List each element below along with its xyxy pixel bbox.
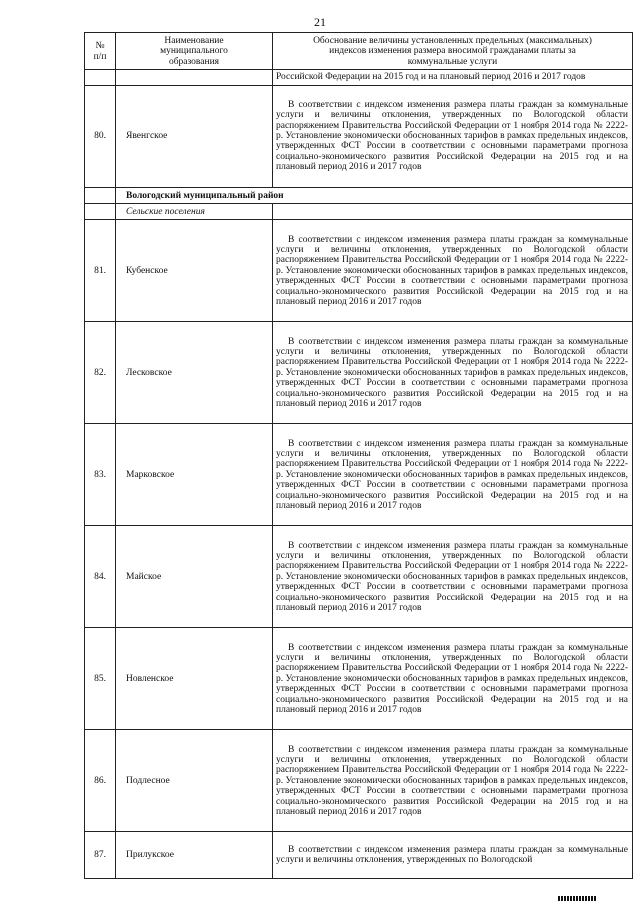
subsection-number-cell bbox=[85, 204, 116, 220]
row-name-cell bbox=[116, 70, 273, 85]
row-number: 84. bbox=[85, 526, 116, 628]
table-row bbox=[85, 322, 633, 424]
row-justification: В соответствии с индексом изменения размера платы граждан за коммунальные услуги и величины отклонения, утвержденных по Вологодской области распоряжением Правительства Российской Федерации от 1 ноября 2014 года № 2222-р. Установление экономически обоснованных тарифов в рамках предельных индексов, утвержденных ФСТ России в соответствии с основными параметрами прогноза социально-экономического развития Российской Федерации на 2015 год и на плановый период 2016 и 2017 годов bbox=[273, 730, 633, 832]
page-number: 21 bbox=[314, 15, 326, 29]
row-number: 87. bbox=[85, 832, 116, 879]
row-number: 85. bbox=[85, 628, 116, 730]
subsection-empty-cell bbox=[273, 204, 633, 220]
row-number: 86. bbox=[85, 730, 116, 832]
row-municipality: Лесковское bbox=[116, 322, 273, 424]
table-row bbox=[85, 85, 633, 187]
table-row bbox=[85, 424, 633, 526]
row-municipality: Марковское bbox=[116, 424, 273, 526]
row-text-continued: Российской Федерации на 2015 год и на плановый период 2016 и 2017 годов bbox=[273, 70, 633, 85]
row-municipality: Кубенское bbox=[116, 220, 273, 322]
header-justification: Обоснование величины установленных предельных (максимальных) индексов изменения размера вносимой гражданами платы за коммунальные услуги bbox=[273, 33, 633, 70]
row-justification: В соответствии с индексом изменения размера платы граждан за коммунальные услуги и величины отклонения, утвержденных по Вологодской области распоряжением Правительства Российской Федерации от 1 ноября 2014 года № 2222-р. Установление экономически обоснованных тарифов в рамках предельных индексов, утвержденных ФСТ России в соответствии с основными параметрами прогноза социально-экономического развития Российской Федерации на 2015 год и на плановый период 2016 и 2017 годов bbox=[273, 322, 633, 424]
tariff-table bbox=[84, 32, 633, 879]
subsection-row bbox=[85, 204, 633, 220]
row-municipality: Явенгское bbox=[116, 85, 273, 187]
row-number: 80. bbox=[85, 85, 116, 187]
row-number: 83. bbox=[85, 424, 116, 526]
row-justification: В соответствии с индексом изменения размера платы граждан за коммунальные услуги и величины отклонения, утвержденных по Вологодской области распоряжением Правительства Российской Федерации от 1 ноября 2014 года № 2222-р. Установление экономически обоснованных тарифов в рамках предельных индексов, утвержденных ФСТ России в соответствии с основными параметрами прогноза социально-экономического развития Российской Федерации на 2015 год и на плановый период 2016 и 2017 годов bbox=[273, 85, 633, 187]
header-municipality: Наименование муниципального образования bbox=[116, 33, 273, 70]
row-number: 81. bbox=[85, 220, 116, 322]
table-row bbox=[85, 730, 633, 832]
table-row bbox=[85, 832, 633, 879]
row-municipality: Подлесное bbox=[116, 730, 273, 832]
row-justification: В соответствии с индексом изменения размера платы граждан за коммунальные услуги и величины отклонения, утвержденных по Вологодской области распоряжением Правительства Российской Федерации от 1 ноября 2014 года № 2222-р. Установление экономически обоснованных тарифов в рамках предельных индексов, утвержденных ФСТ России в соответствии с основными параметрами прогноза социально-экономического развития Российской Федерации на 2015 год и на плановый период 2016 и 2017 годов bbox=[273, 424, 633, 526]
row-justification: В соответствии с индексом изменения размера платы граждан за коммунальные услуги и величины отклонения, утвержденных по Вологодской области распоряжением Правительства Российской Федерации от 1 ноября 2014 года № 2222-р. Установление экономически обоснованных тарифов в рамках предельных индексов, утвержденных ФСТ России в соответствии с основными параметрами прогноза социально-экономического развития Российской Федерации на 2015 год и на плановый период 2016 и 2017 годов bbox=[273, 628, 633, 730]
row-number: 82. bbox=[85, 322, 116, 424]
table-row bbox=[85, 220, 633, 322]
header-number: № п/п bbox=[85, 33, 116, 70]
row-justification: В соответствии с индексом изменения размера платы граждан за коммунальные услуги и величины отклонения, утвержденных по Вологодской области распоряжением Правительства Российской Федерации от 1 ноября 2014 года № 2222-р. Установление экономически обоснованных тарифов в рамках предельных индексов, утвержденных ФСТ России в соответствии с основными параметрами прогноза социально-экономического развития Российской Федерации на 2015 год и на плановый период 2016 и 2017 годов bbox=[273, 220, 633, 322]
row-number-cell bbox=[85, 70, 116, 85]
table-header bbox=[85, 33, 633, 70]
row-municipality: Майское bbox=[116, 526, 273, 628]
barcode-mark bbox=[558, 896, 596, 901]
section-number-cell bbox=[85, 187, 116, 203]
section-row bbox=[85, 187, 633, 203]
row-justification: В соответствии с индексом изменения размера платы граждан за коммунальные услуги и величины отклонения, утвержденных по Вологодской области распоряжением Правительства Российской Федерации от 1 ноября 2014 года № 2222-р. Установление экономически обоснованных тарифов в рамках предельных индексов, утвержденных ФСТ России в соответствии с основными параметрами прогноза социально-экономического развития Российской Федерации на 2015 год и на плановый период 2016 и 2017 годов bbox=[273, 526, 633, 628]
row-justification: В соответствии с индексом изменения размера платы граждан за коммунальные услуги и величины отклонения, утвержденных по Вологодской bbox=[273, 832, 633, 879]
section-title: Вологодский муниципальный район bbox=[116, 187, 633, 203]
table-row bbox=[85, 70, 633, 85]
subsection-title: Сельские поселения bbox=[116, 204, 273, 220]
table-row bbox=[85, 628, 633, 730]
table-row bbox=[85, 526, 633, 628]
row-municipality: Прилукское bbox=[116, 832, 273, 879]
row-municipality: Новленское bbox=[116, 628, 273, 730]
